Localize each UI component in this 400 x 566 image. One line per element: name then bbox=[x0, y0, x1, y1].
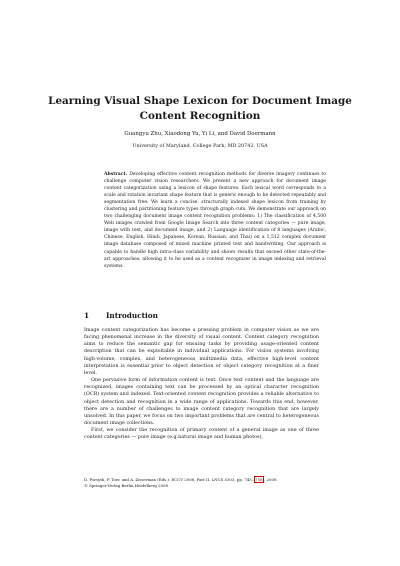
citation-year: , 2008. bbox=[264, 477, 278, 482]
page-link[interactable]: 758 bbox=[255, 477, 263, 482]
copyright-line: © Springer-Verlag Berlin Heidelberg 2008 bbox=[84, 483, 168, 488]
section-number: 1 bbox=[84, 311, 90, 320]
paragraph: First, we consider the recognition of primary content of a general image as one of three content categories — pure image (e.g.natural image and human photos), bbox=[84, 427, 319, 441]
section-heading bbox=[84, 311, 324, 321]
section-title: Introduction bbox=[106, 311, 158, 320]
paragraph: One pervasive form of information content is text. Once text content and the language are recognized, images containing text can be processed by an optical character recognition (OCR) system and indexed. Text-oriented content recognition provides a reliable alternative to object detection and recognition in a wide range of applications. Towards this end, however, there are a number of challenges to image content category recognition that are largely unsolved. In this paper, we focus on two important problems that are central to heterogeneous document image collections. bbox=[84, 377, 319, 427]
abstract-label: Abstract. bbox=[104, 172, 128, 177]
publication-footnote bbox=[84, 477, 319, 489]
abstract-text: Developing effective content recognition methods for diverse imagery continues to challenge computer vision researchers. We present a new approach for document image content categorization using a lexicon of shape features. Each lexical word corresponds to a scale and rotation invariant shape feature that is generic enough to be detected repeatably and segmentation free. We learn a concise, structurally indexed shape lexicon from training by clustering and partitioning feature types through graph cuts. We demonstrate our approach on two challenging document image content recognition problems: 1) The classification of 4,500 Web images crawled from Google Image Search into three content categories — pure image, image with text, and document image, and 2) Language identification of 8 languages (Arabic, Chinese, English, Hindi, Japanese, Korean, Russian, and Thai) on a 1,512 complex document image database composed of mixed machine printed text and handwriting. Our approach is capable to handle high intra-class variability and shows results that exceed other state-of-the-art approaches, allowing it to be used as a content recognizer in image indexing and retrieval systems. bbox=[104, 172, 326, 269]
citation-text: D. Forsyth, P. Torr, and A. Zisserman (Eds.): ECCV 2008, Part II, LNCS 5303, pp. 745– bbox=[84, 477, 254, 482]
affiliation: University of Maryland, College Park, MD 20742, USA bbox=[132, 143, 268, 149]
section-body bbox=[84, 327, 319, 442]
author-list: Guangyu Zhu, Xiaodong Yu, Yi Li, and David Doermann bbox=[124, 131, 276, 137]
paragraph: Image content categorization has become a pressing problem in computer vision as we are facing phenomenal increase in the diversity of visual content. Content category recognition aims to reduce the semantic gap for ensuing tasks by providing usage-oriented content description that can be exploitable in individual applications. For vision systems involving high-volume, complex, and heterogeneous multimedia data, effective high-level content interpretation is essential prior to object detection or object category recognition at a finer level. bbox=[84, 327, 319, 376]
paper-title: Learning Visual Shape Lexicon for Document Image Content Recognition bbox=[48, 95, 352, 122]
abstract bbox=[104, 171, 326, 270]
